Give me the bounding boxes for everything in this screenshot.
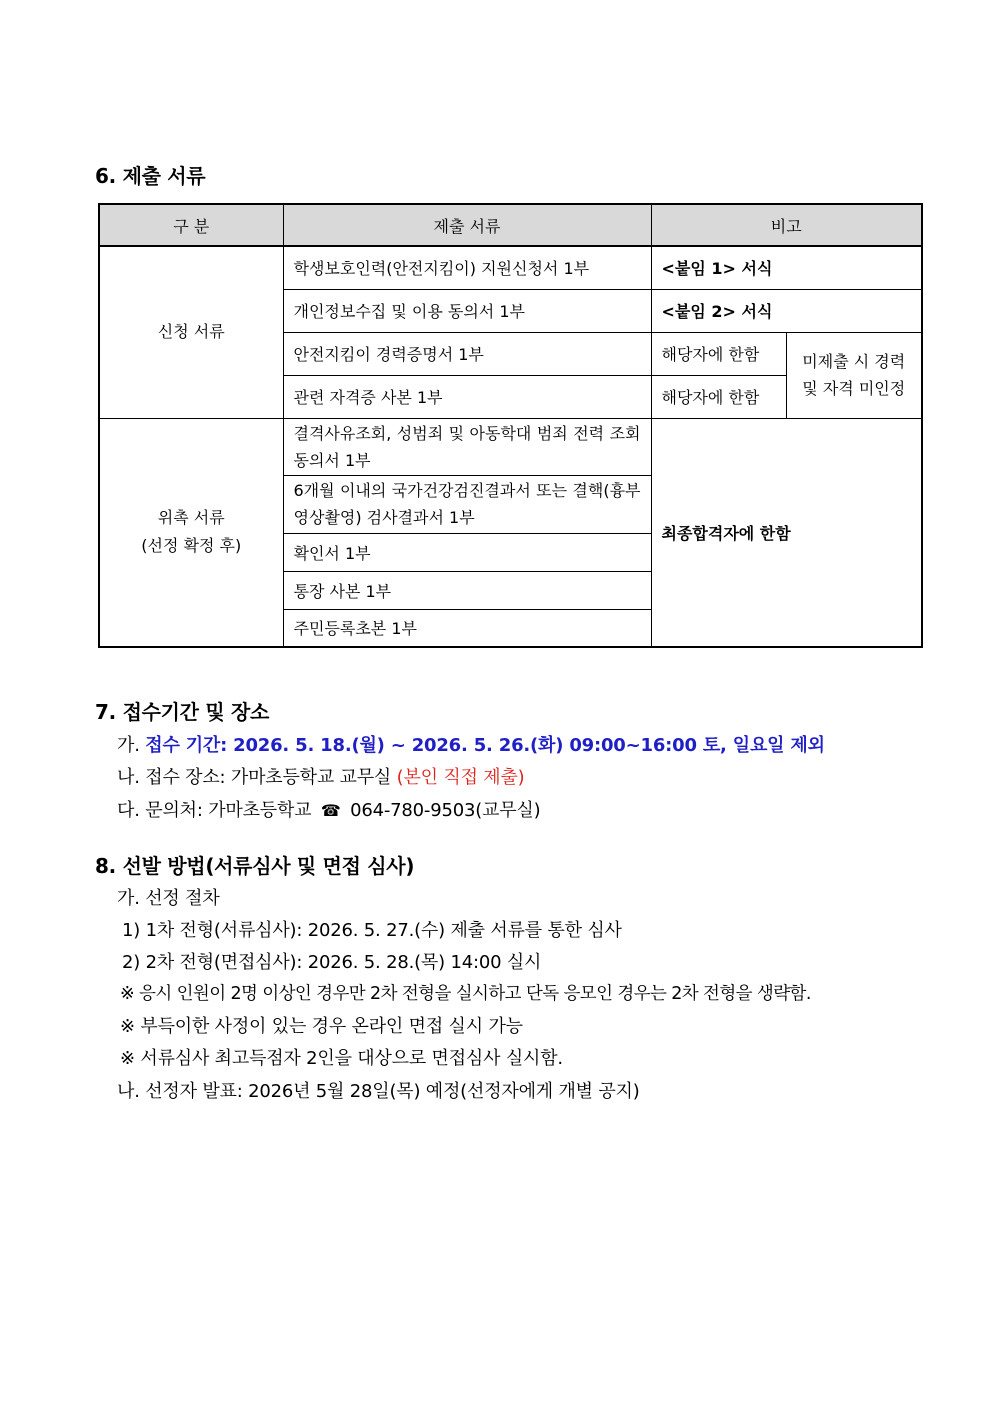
section-7-title: 7. 접수기간 및 장소 [95, 700, 270, 724]
category-appointment-line2: (선정 확정 후) [141, 536, 242, 556]
reception-place-line [117, 763, 524, 789]
section-8-title: 8. 선발 방법(서류심사 및 면접 심사) [95, 854, 415, 878]
note-cell-final: 최종합격자에 한함 [651, 418, 922, 647]
header-category: 구 분 [99, 204, 283, 246]
header-remarks: 비고 [651, 204, 922, 246]
extra-note-cell: 미제출 시 경력 및 자격 미인정 [786, 332, 922, 418]
reception-period-text: 접수 기간: 2026. 5. 18.(월) ~ 2026. 5. 26.(화) 09:00~16:00 토, 일요일 제외 [145, 735, 825, 756]
note-cell: <붙임 2> 서식 [651, 289, 922, 332]
header-documents: 제출 서류 [283, 204, 651, 246]
note-1: ※ 응시 인원이 2명 이상인 경우만 2차 전형을 실시하고 단독 응모인 경우는 2차 전형을 생략함. [120, 984, 811, 1004]
note-2: ※ 부득이한 사정이 있는 경우 온라인 면접 실시 가능 [120, 1016, 523, 1037]
doc-cell: 관련 자격증 사본 1부 [283, 375, 651, 418]
doc-cell: 개인정보수집 및 이용 동의서 1부 [283, 289, 651, 332]
doc-cell: 주민등록초본 1부 [283, 609, 651, 647]
doc-cell: 안전지킴이 경력증명서 1부 [283, 332, 651, 375]
reception-period-line [117, 731, 825, 757]
contact-text: 문의처: 가마초등학교 [145, 800, 312, 821]
table-header-row [99, 204, 922, 246]
table-row [99, 246, 922, 289]
step-2: 2) 2차 전형(면접심사): 2026. 5. 28.(목) 14:00 실시 [122, 952, 542, 973]
reception-place-red: (본인 직접 제출) [396, 767, 525, 788]
contact-phone: 064-780-9503(교무실) [350, 800, 541, 821]
note-cell: 해당자에 한함 [651, 332, 786, 375]
category-appointment [99, 418, 283, 647]
doc-cell: 통장 사본 1부 [283, 571, 651, 609]
step-1: 1) 1차 전형(서류심사): 2026. 5. 27.(수) 제출 서류를 통한 심사 [122, 920, 622, 941]
category-appointment-line1: 위촉 서류 [157, 508, 225, 528]
doc-cell: 6개월 이내의 국가건강검진결과서 또는 결핵(흉부영상촬영) 검사결과서 1부 [283, 475, 651, 533]
note-cell: 해당자에 한함 [651, 375, 786, 418]
category-application: 신청 서류 [99, 246, 283, 418]
table-row [99, 418, 922, 475]
contact-prefix: 다. [117, 800, 140, 821]
reception-place-text: 접수 장소: 가마초등학교 교무실 [145, 767, 392, 788]
telephone-icon: ☎ [320, 801, 341, 820]
doc-cell: 학생보호인력(안전지킴이) 지원신청서 1부 [283, 246, 651, 289]
announcement: 나. 선정자 발표: 2026년 5월 28일(목) 예정(선정자에게 개별 공지) [117, 1081, 640, 1102]
note-cell: <붙임 1> 서식 [651, 246, 922, 289]
documents-table [98, 203, 923, 648]
contact-line [117, 796, 540, 822]
selection-procedure: 가. 선정 절차 [117, 888, 220, 909]
reception-place-prefix: 나. [117, 767, 140, 788]
note-3: ※ 서류심사 최고득점자 2인을 대상으로 면접심사 실시함. [120, 1048, 563, 1069]
doc-cell: 결격사유조회, 성범죄 및 아동학대 범죄 전력 조회 동의서 1부 [283, 418, 651, 475]
section-6-title: 6. 제출 서류 [95, 164, 206, 188]
reception-period-prefix: 가. [117, 735, 140, 756]
doc-cell: 확인서 1부 [283, 533, 651, 571]
